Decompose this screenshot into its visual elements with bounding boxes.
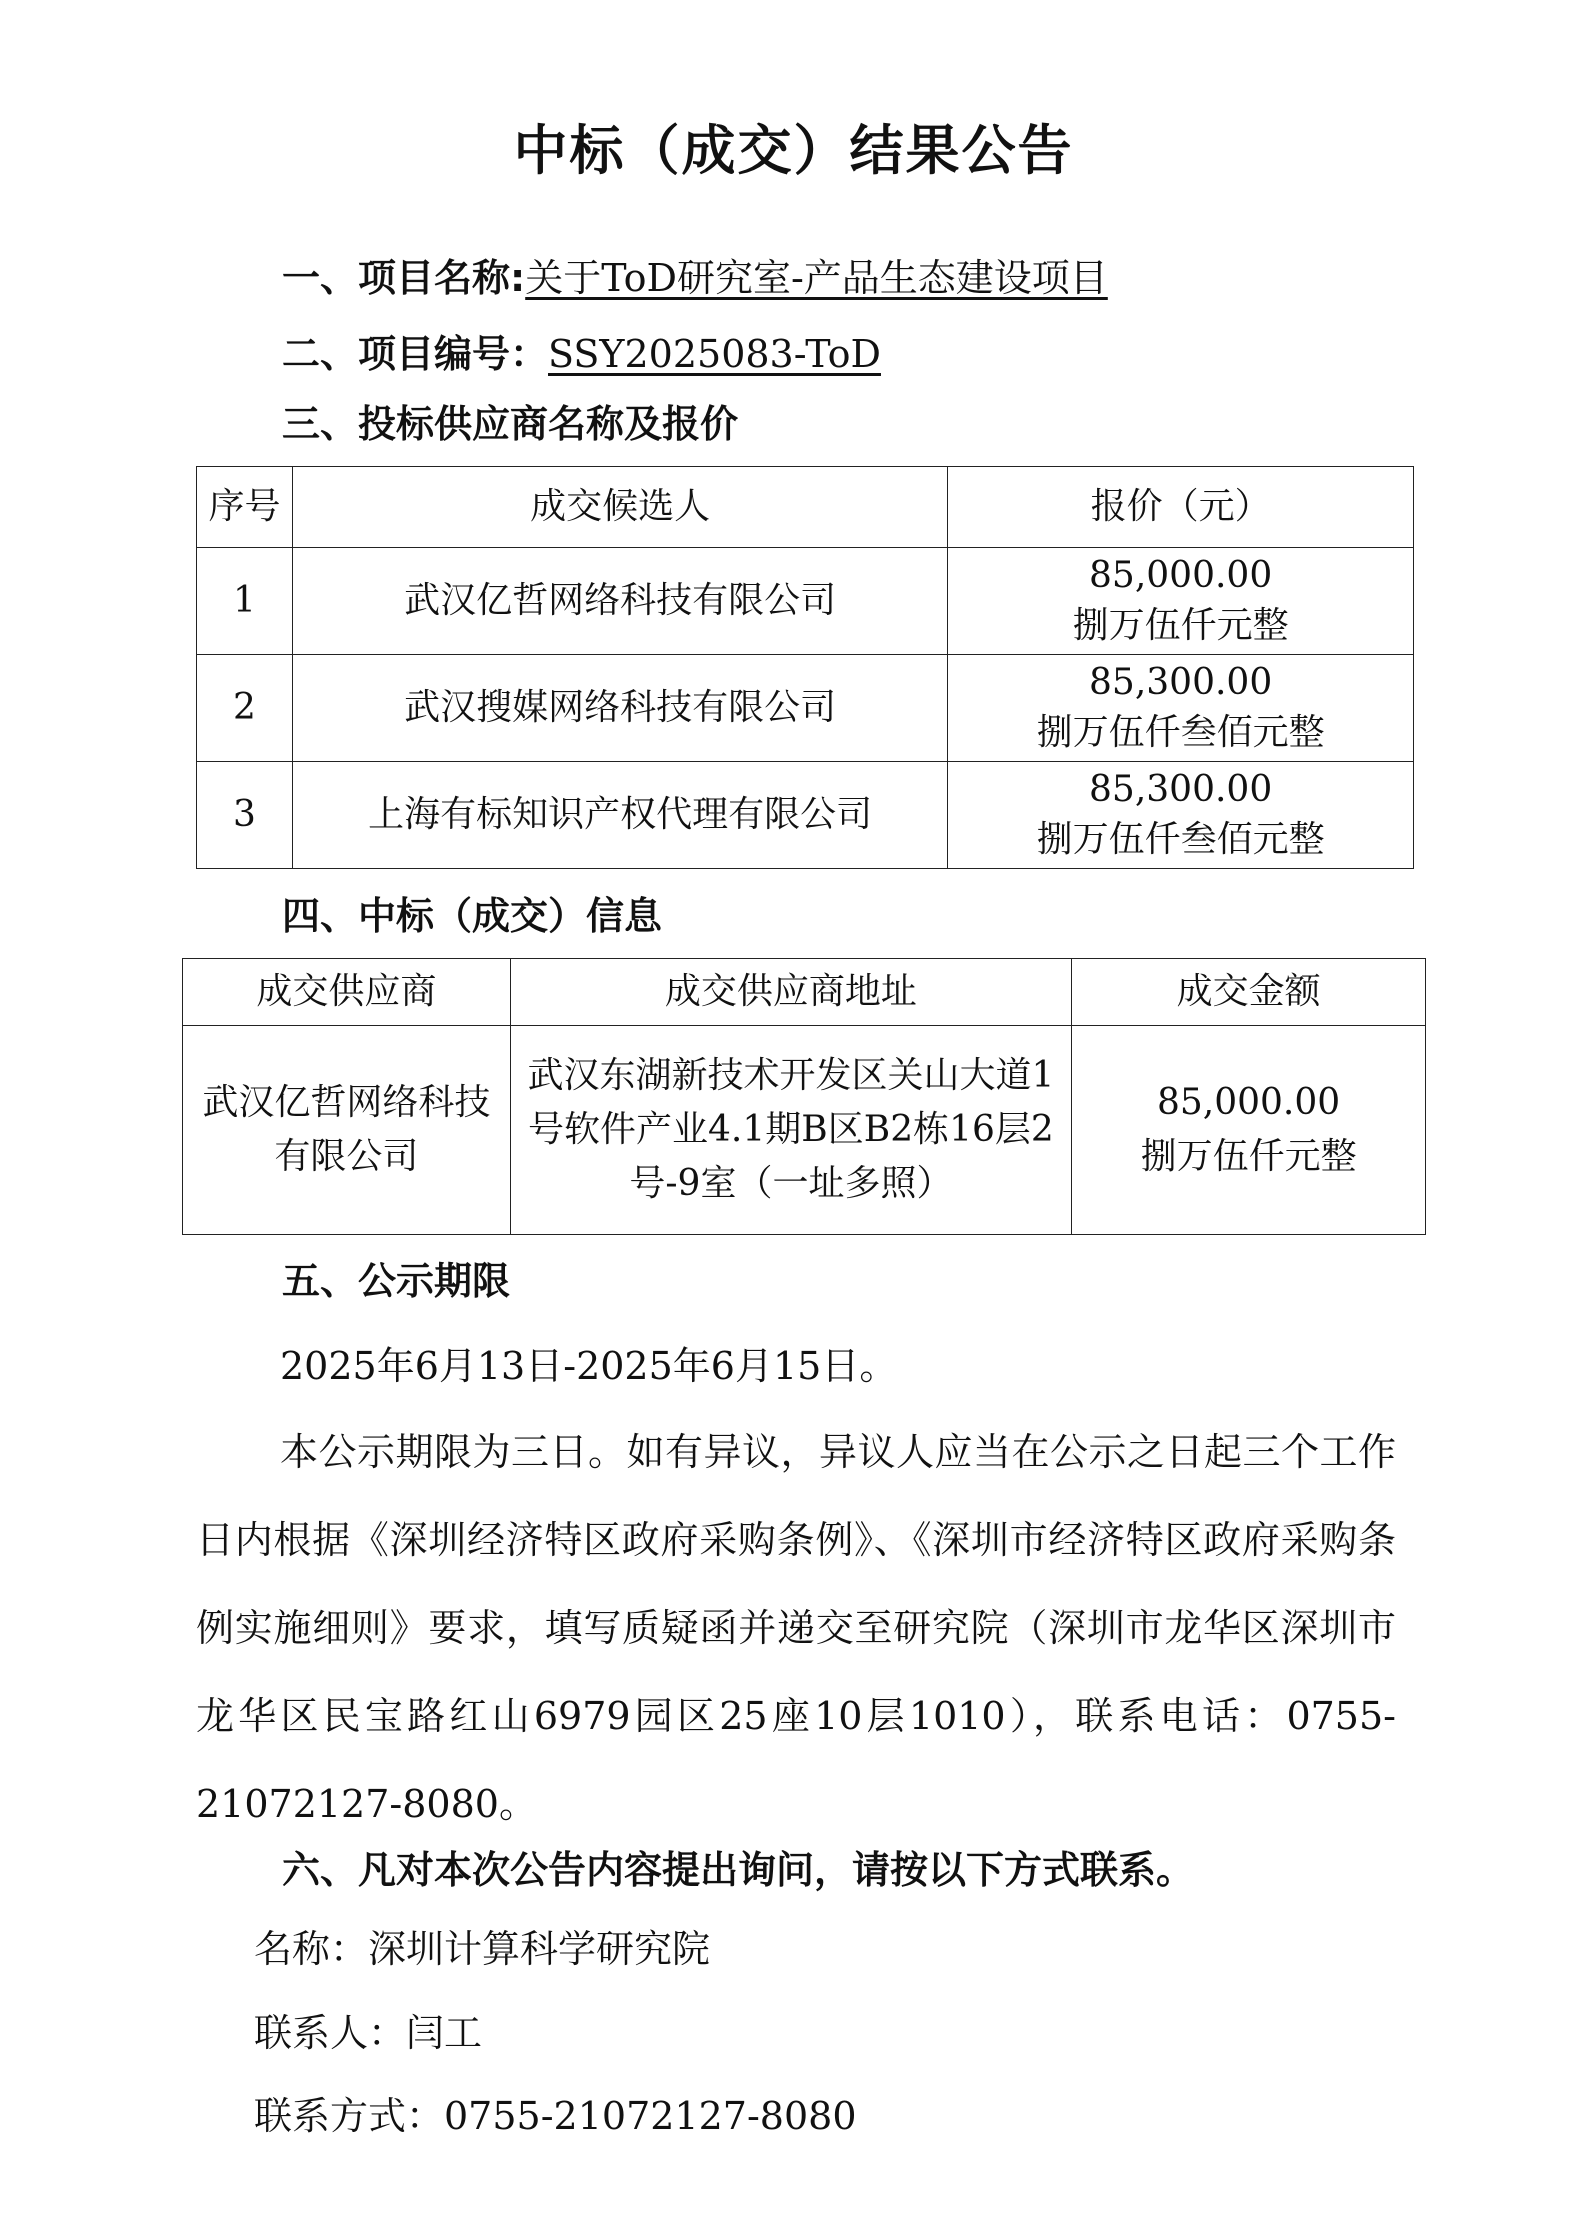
- row-candidate: 武汉搜媒网络科技有限公司: [292, 655, 947, 762]
- header-price: 报价（元）: [948, 467, 1414, 548]
- project-name-value: 关于ToD研究室-产品生态建设项目: [525, 256, 1108, 300]
- bidders-heading: 三、投标供应商名称及报价: [282, 402, 739, 446]
- award-table-header: [183, 959, 1426, 1026]
- table-row: [197, 548, 1414, 655]
- award-address: 武汉东湖新技术开发区关山大道1号软件产业4.1期B区B2栋16层2号-9室（一址多照）: [510, 1026, 1071, 1235]
- price-words: 捌万伍仟叁佰元整: [1036, 712, 1325, 753]
- page-title: 中标（成交）结果公告: [513, 119, 1074, 182]
- row-serial: 1: [197, 548, 293, 655]
- publicity-heading: 五、公示期限: [282, 1259, 511, 1303]
- header-candidate: 成交候选人: [292, 467, 947, 548]
- row-price: [948, 762, 1414, 869]
- row-price: [948, 548, 1414, 655]
- row-candidate: 武汉亿哲网络科技有限公司: [292, 548, 947, 655]
- header-amount: 成交金额: [1072, 959, 1426, 1026]
- price-number: 85,300.00: [1089, 769, 1273, 810]
- bid-table: [196, 466, 1414, 869]
- row-candidate: 上海有标知识产权代理有限公司: [292, 762, 947, 869]
- table-row: [197, 762, 1414, 869]
- bid-table-header: [197, 467, 1414, 548]
- price-words: 捌万伍仟叁佰元整: [1036, 819, 1325, 860]
- price-number: 85,300.00: [1089, 662, 1273, 703]
- project-number-label: 二、项目编号：: [282, 332, 549, 376]
- header-address: 成交供应商地址: [510, 959, 1071, 1026]
- table-row: [197, 655, 1414, 762]
- publicity-period: 2025年6月13日-2025年6月15日。: [280, 1344, 898, 1388]
- award-supplier: 武汉亿哲网络科技有限公司: [183, 1026, 511, 1235]
- header-serial: 序号: [197, 467, 293, 548]
- project-name-heading: [282, 252, 1108, 304]
- row-serial: 3: [197, 762, 293, 869]
- award-table: [182, 958, 1426, 1235]
- award-amount-words: 捌万伍仟元整: [1140, 1136, 1357, 1177]
- row-price: [948, 655, 1414, 762]
- price-words: 捌万伍仟元整: [1072, 605, 1289, 646]
- price-number: 85,000.00: [1089, 555, 1273, 596]
- award-amount-cell: [1072, 1026, 1426, 1235]
- publicity-notice: 本公示期限为三日。如有异议，异议人应当在公示之日起三个工作日内根据《深圳经济特区政府采购条例》、《深圳市经济特区政府采购条例实施细则》要求，填写质疑函并递交至研究院（深圳市龙华区深圳市龙华区民宝路红山6979园区25座10层1010），联系电话：0755-21072127-8080。: [196, 1430, 1396, 1826]
- inquiry-heading: 六、凡对本次公告内容提出询问，请按以下方式联系。: [282, 1848, 1195, 1892]
- project-number-heading: [282, 328, 881, 380]
- award-heading: 四、中标（成交）信息: [282, 894, 663, 938]
- contact-method: 联系方式：0755-21072127-8080: [254, 2094, 857, 2138]
- table-row: [183, 1026, 1426, 1235]
- header-supplier: 成交供应商: [183, 959, 511, 1026]
- project-name-label: 一、项目名称:: [282, 256, 526, 300]
- row-serial: 2: [197, 655, 293, 762]
- project-number-value: SSY2025083-ToD: [548, 332, 881, 376]
- contact-person: 联系人：闫工: [254, 2011, 483, 2055]
- award-amount-number: 85,000.00: [1156, 1082, 1341, 1123]
- contact-org-name: 名称：深圳计算科学研究院: [254, 1927, 711, 1971]
